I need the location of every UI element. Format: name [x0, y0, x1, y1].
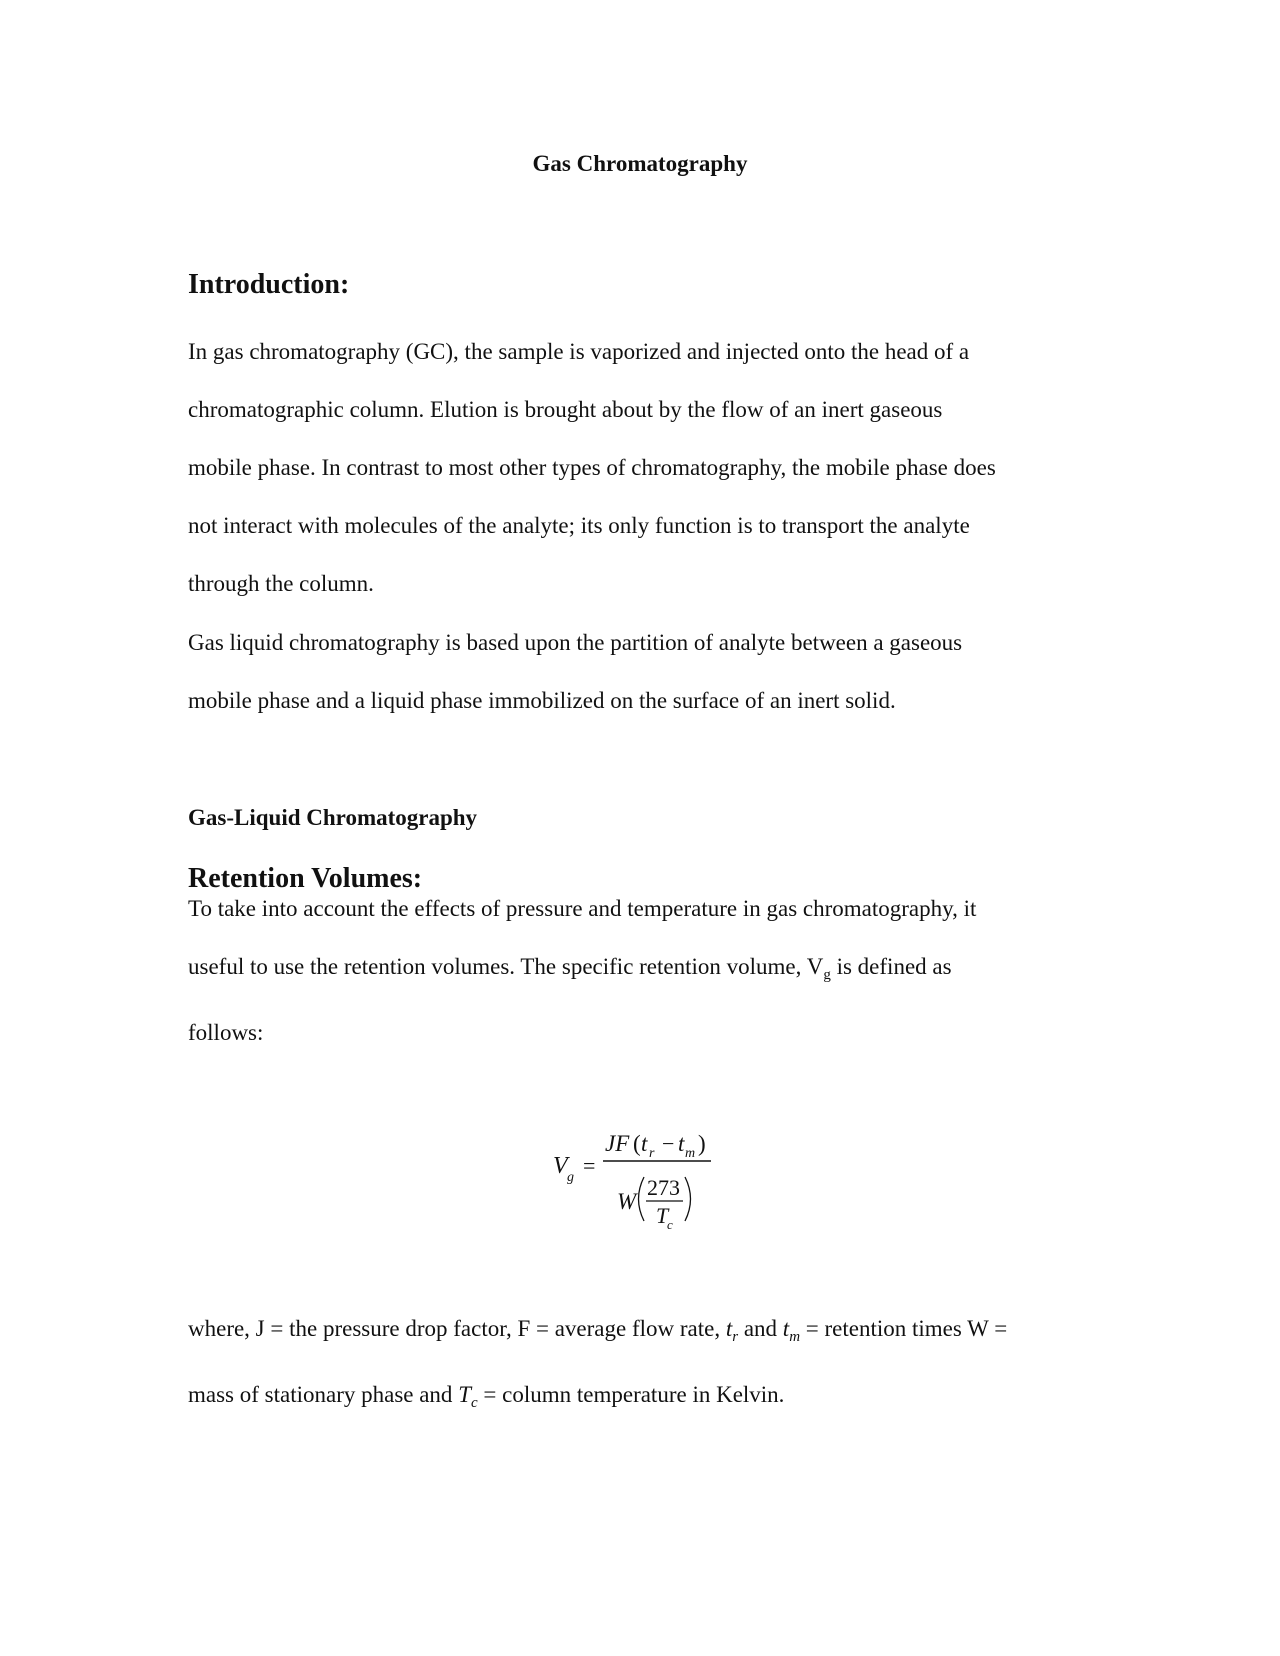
paragraph-line: To take into account the effects of pressure and temperature in gas chromatography, it — [188, 896, 977, 921]
symbol-t: t — [782, 1316, 790, 1341]
symbol-t: t — [725, 1316, 733, 1341]
paragraph-text: mass of stationary phase and — [188, 1382, 459, 1407]
paragraph-text: is defined as — [830, 954, 952, 979]
subscript-c: c — [470, 1395, 478, 1411]
paragraph-line — [188, 1300, 1108, 1366]
retention-volumes-heading: Retention Volumes: — [188, 863, 423, 894]
paragraph-line: not interact with molecules of the analyte; its only function is to transport the analyte — [188, 513, 970, 538]
paragraph-text: useful to use the retention volumes. The specific retention volume, V — [188, 954, 824, 979]
paragraph-line — [188, 938, 1108, 1004]
subscript-m: m — [789, 1329, 801, 1345]
glc-definition-paragraph — [188, 614, 1108, 730]
gas-liquid-chromatography-heading: Gas-Liquid Chromatography — [188, 805, 478, 830]
subscript-g: g — [823, 967, 831, 983]
introduction-paragraph — [188, 323, 1108, 613]
paragraph-line: mobile phase and a liquid phase immobilized on the surface of an inert solid. — [188, 688, 896, 713]
eq-num-t2: t — [678, 1131, 685, 1156]
eq-num-t1-sub: r — [649, 1146, 655, 1161]
eq-den-right-paren — [685, 1177, 691, 1221]
eq-den-frac-bottom-sub: c — [667, 1217, 673, 1232]
eq-den-frac-bottom: T — [656, 1203, 669, 1228]
where-paragraph — [188, 1300, 1108, 1432]
specific-retention-volume-equation — [545, 1125, 735, 1240]
eq-den-w: W — [617, 1189, 637, 1214]
introduction-heading: Introduction: — [188, 269, 350, 300]
eq-num-lparen: ( — [633, 1131, 641, 1156]
eq-num-t1: t — [641, 1131, 648, 1156]
paragraph-line: chromatographic column. Elution is brought about by the flow of an inert gaseous — [188, 397, 943, 422]
eq-lhs-var: V — [553, 1153, 568, 1179]
symbol-T: T — [458, 1382, 471, 1407]
paragraph-line: through the column. — [188, 571, 374, 596]
paragraph-text: where, J = the pressure drop factor, F = average flow rate, — [188, 1316, 726, 1341]
paragraph-line: In gas chromatography (GC), the sample is vaporized and injected onto the head of a — [188, 339, 970, 364]
eq-equals: = — [583, 1153, 596, 1178]
eq-den-frac-top: 273 — [647, 1175, 680, 1200]
eq-den-left-paren — [639, 1177, 645, 1221]
paragraph-text: and — [738, 1316, 783, 1341]
eq-num-t2-sub: m — [685, 1146, 696, 1161]
eq-lhs-sub: g — [567, 1170, 574, 1185]
eq-num-prefix: JF — [605, 1131, 630, 1156]
paragraph-text: = retention times W = — [800, 1316, 1008, 1341]
retention-paragraph — [188, 880, 1108, 1062]
eq-num-rparen: ) — [698, 1131, 706, 1156]
document-title: Gas Chromatography — [532, 151, 748, 176]
subscript-r: r — [732, 1329, 739, 1345]
paragraph-text: = column temperature in Kelvin. — [477, 1382, 785, 1407]
paragraph-line — [188, 1366, 1108, 1432]
eq-num-minus: − — [662, 1131, 675, 1156]
paragraph-line: Gas liquid chromatography is based upon the partition of analyte between a gaseous — [188, 630, 963, 655]
paragraph-line: follows: — [188, 1020, 264, 1045]
paragraph-line: mobile phase. In contrast to most other types of chromatography, the mobile phase does — [188, 455, 996, 480]
